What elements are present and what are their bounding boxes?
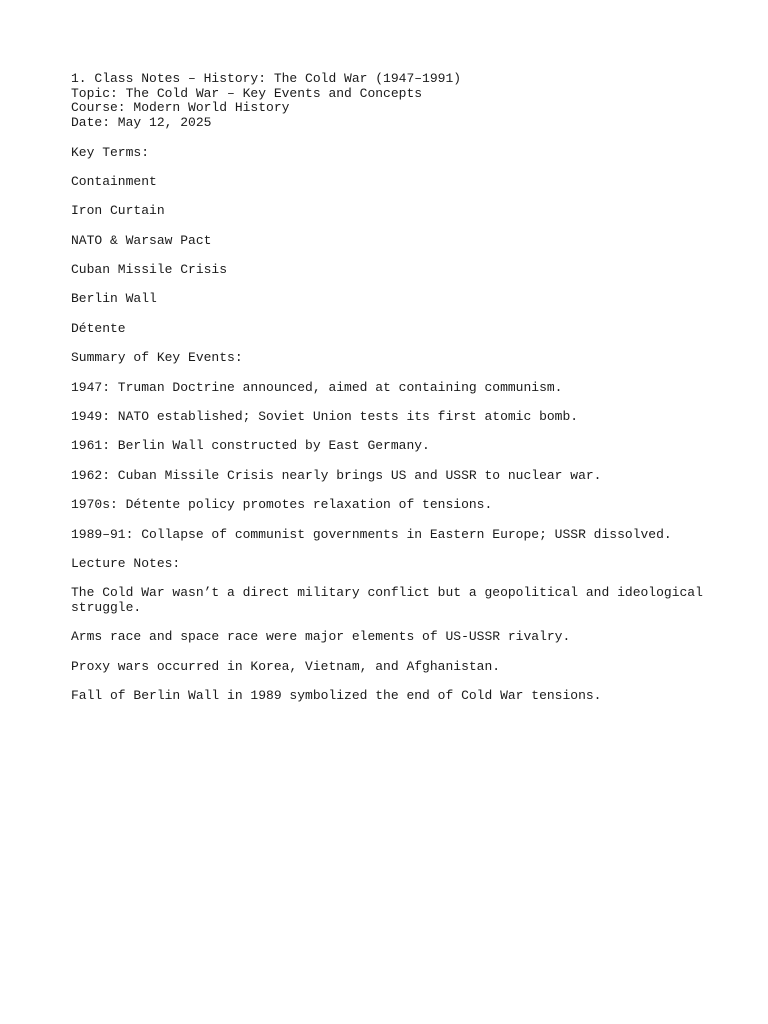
lecture-notes-section [71,557,711,704]
event-item: 1961: Berlin Wall constructed by East Germany. [71,438,430,454]
lecture-note-item: The Cold War wasn’t a direct military conflict but a geopolitical and ideological struggle. [71,585,711,616]
event-item: 1962: Cuban Missile Crisis nearly brings US and USSR to nuclear war. [71,467,602,483]
key-term-item: NATO & Warsaw Pact [71,232,212,248]
document-title: 1. Class Notes – History: The Cold War (1947–1991) [71,71,462,86]
lecture-notes-heading: Lecture Notes: [71,555,181,571]
key-term-item: Cuban Missile Crisis [71,262,228,278]
key-term-item: Détente [71,320,126,336]
key-term-item: Containment [71,173,157,189]
key-term-item: Berlin Wall [71,291,157,307]
topic-line: Topic: The Cold War – Key Events and Concepts [71,85,423,101]
event-item: 1947: Truman Doctrine announced, aimed at containing communism. [71,379,563,395]
event-item: 1989–91: Collapse of communist governments in Eastern Europe; USSR dissolved. [71,526,672,542]
key-events-section [71,351,711,542]
lecture-note-item: Fall of Berlin Wall in 1989 symbolized the end of Cold War tensions. [71,688,602,704]
lecture-note-item: Arms race and space race were major elements of US-USSR rivalry. [71,629,571,645]
key-events-heading: Summary of Key Events: [71,350,243,366]
course-line: Course: Modern World History [71,100,290,116]
lecture-note-item: Proxy wars occurred in Korea, Vietnam, and Afghanistan. [71,658,501,674]
date-line: Date: May 12, 2025 [71,115,212,131]
event-item: 1949: NATO established; Soviet Union tests its first atomic bomb. [71,409,579,425]
document-header [71,72,711,131]
document-page [71,72,711,704]
event-item: 1970s: Détente policy promotes relaxation of tensions. [71,497,493,513]
key-terms-section [71,146,711,337]
key-term-item: Iron Curtain [71,203,165,219]
key-terms-heading: Key Terms: [71,144,150,160]
